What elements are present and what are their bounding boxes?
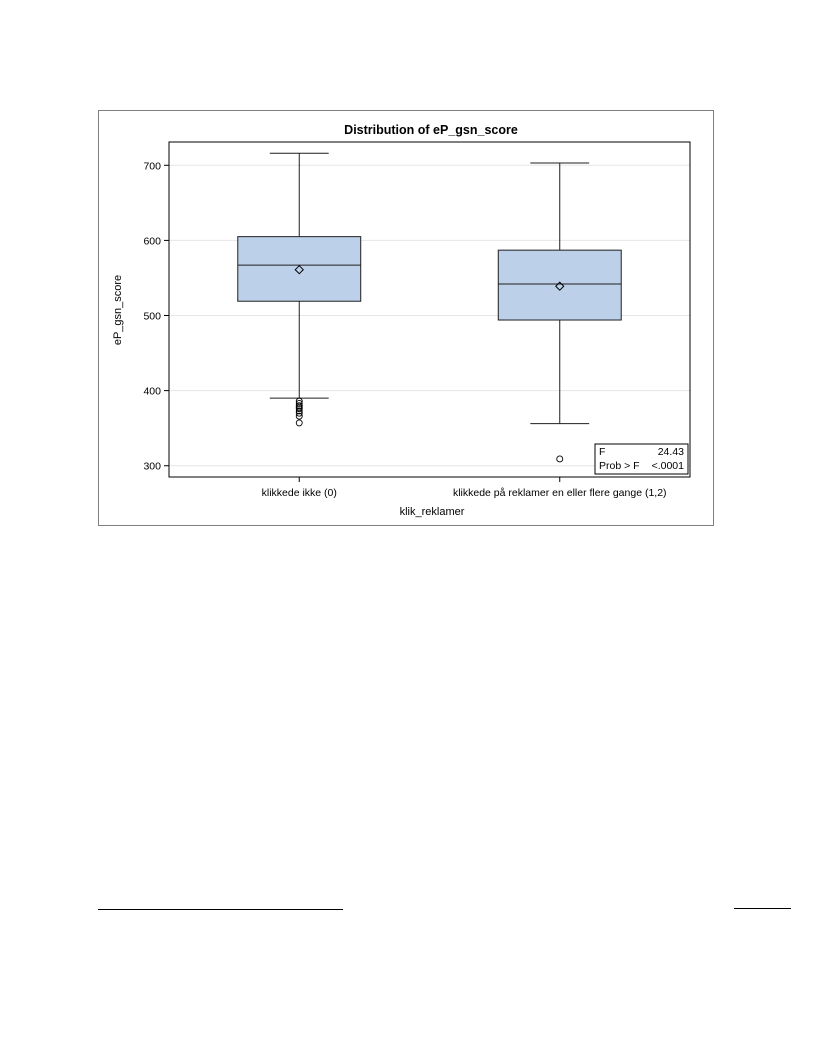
outlier-point xyxy=(557,456,563,462)
x-tick-label: klikkede på reklamer en eller flere gange (1,2) xyxy=(452,487,667,499)
x-axis-label: klik_reklamer xyxy=(399,506,465,518)
y-tick-label: 400 xyxy=(143,385,161,398)
x-tick-label: klikkede ikke (0) xyxy=(261,487,337,499)
footnote-separator-line xyxy=(98,909,343,910)
y-axis-label: eP_gsn_score xyxy=(112,274,124,346)
y-tick-label: 500 xyxy=(143,310,161,323)
right-rule-line xyxy=(734,908,791,909)
outlier-point xyxy=(296,420,302,426)
iqr-box xyxy=(238,237,361,302)
y-tick-label: 300 xyxy=(143,460,161,473)
stats-prob-value: <.0001 xyxy=(651,460,684,472)
stats-inset xyxy=(595,444,688,474)
boxplot-chart xyxy=(99,111,715,527)
y-tick-label: 700 xyxy=(143,160,161,173)
chart-title: Distribution of eP_gsn_score xyxy=(344,123,518,137)
y-tick-label: 600 xyxy=(143,235,161,248)
stats-prob-label: Prob > F xyxy=(599,460,640,472)
stats-f-value: 24.43 xyxy=(657,446,684,458)
iqr-box xyxy=(498,250,621,320)
stats-f-label: F xyxy=(599,446,606,458)
figure-frame xyxy=(98,110,714,526)
